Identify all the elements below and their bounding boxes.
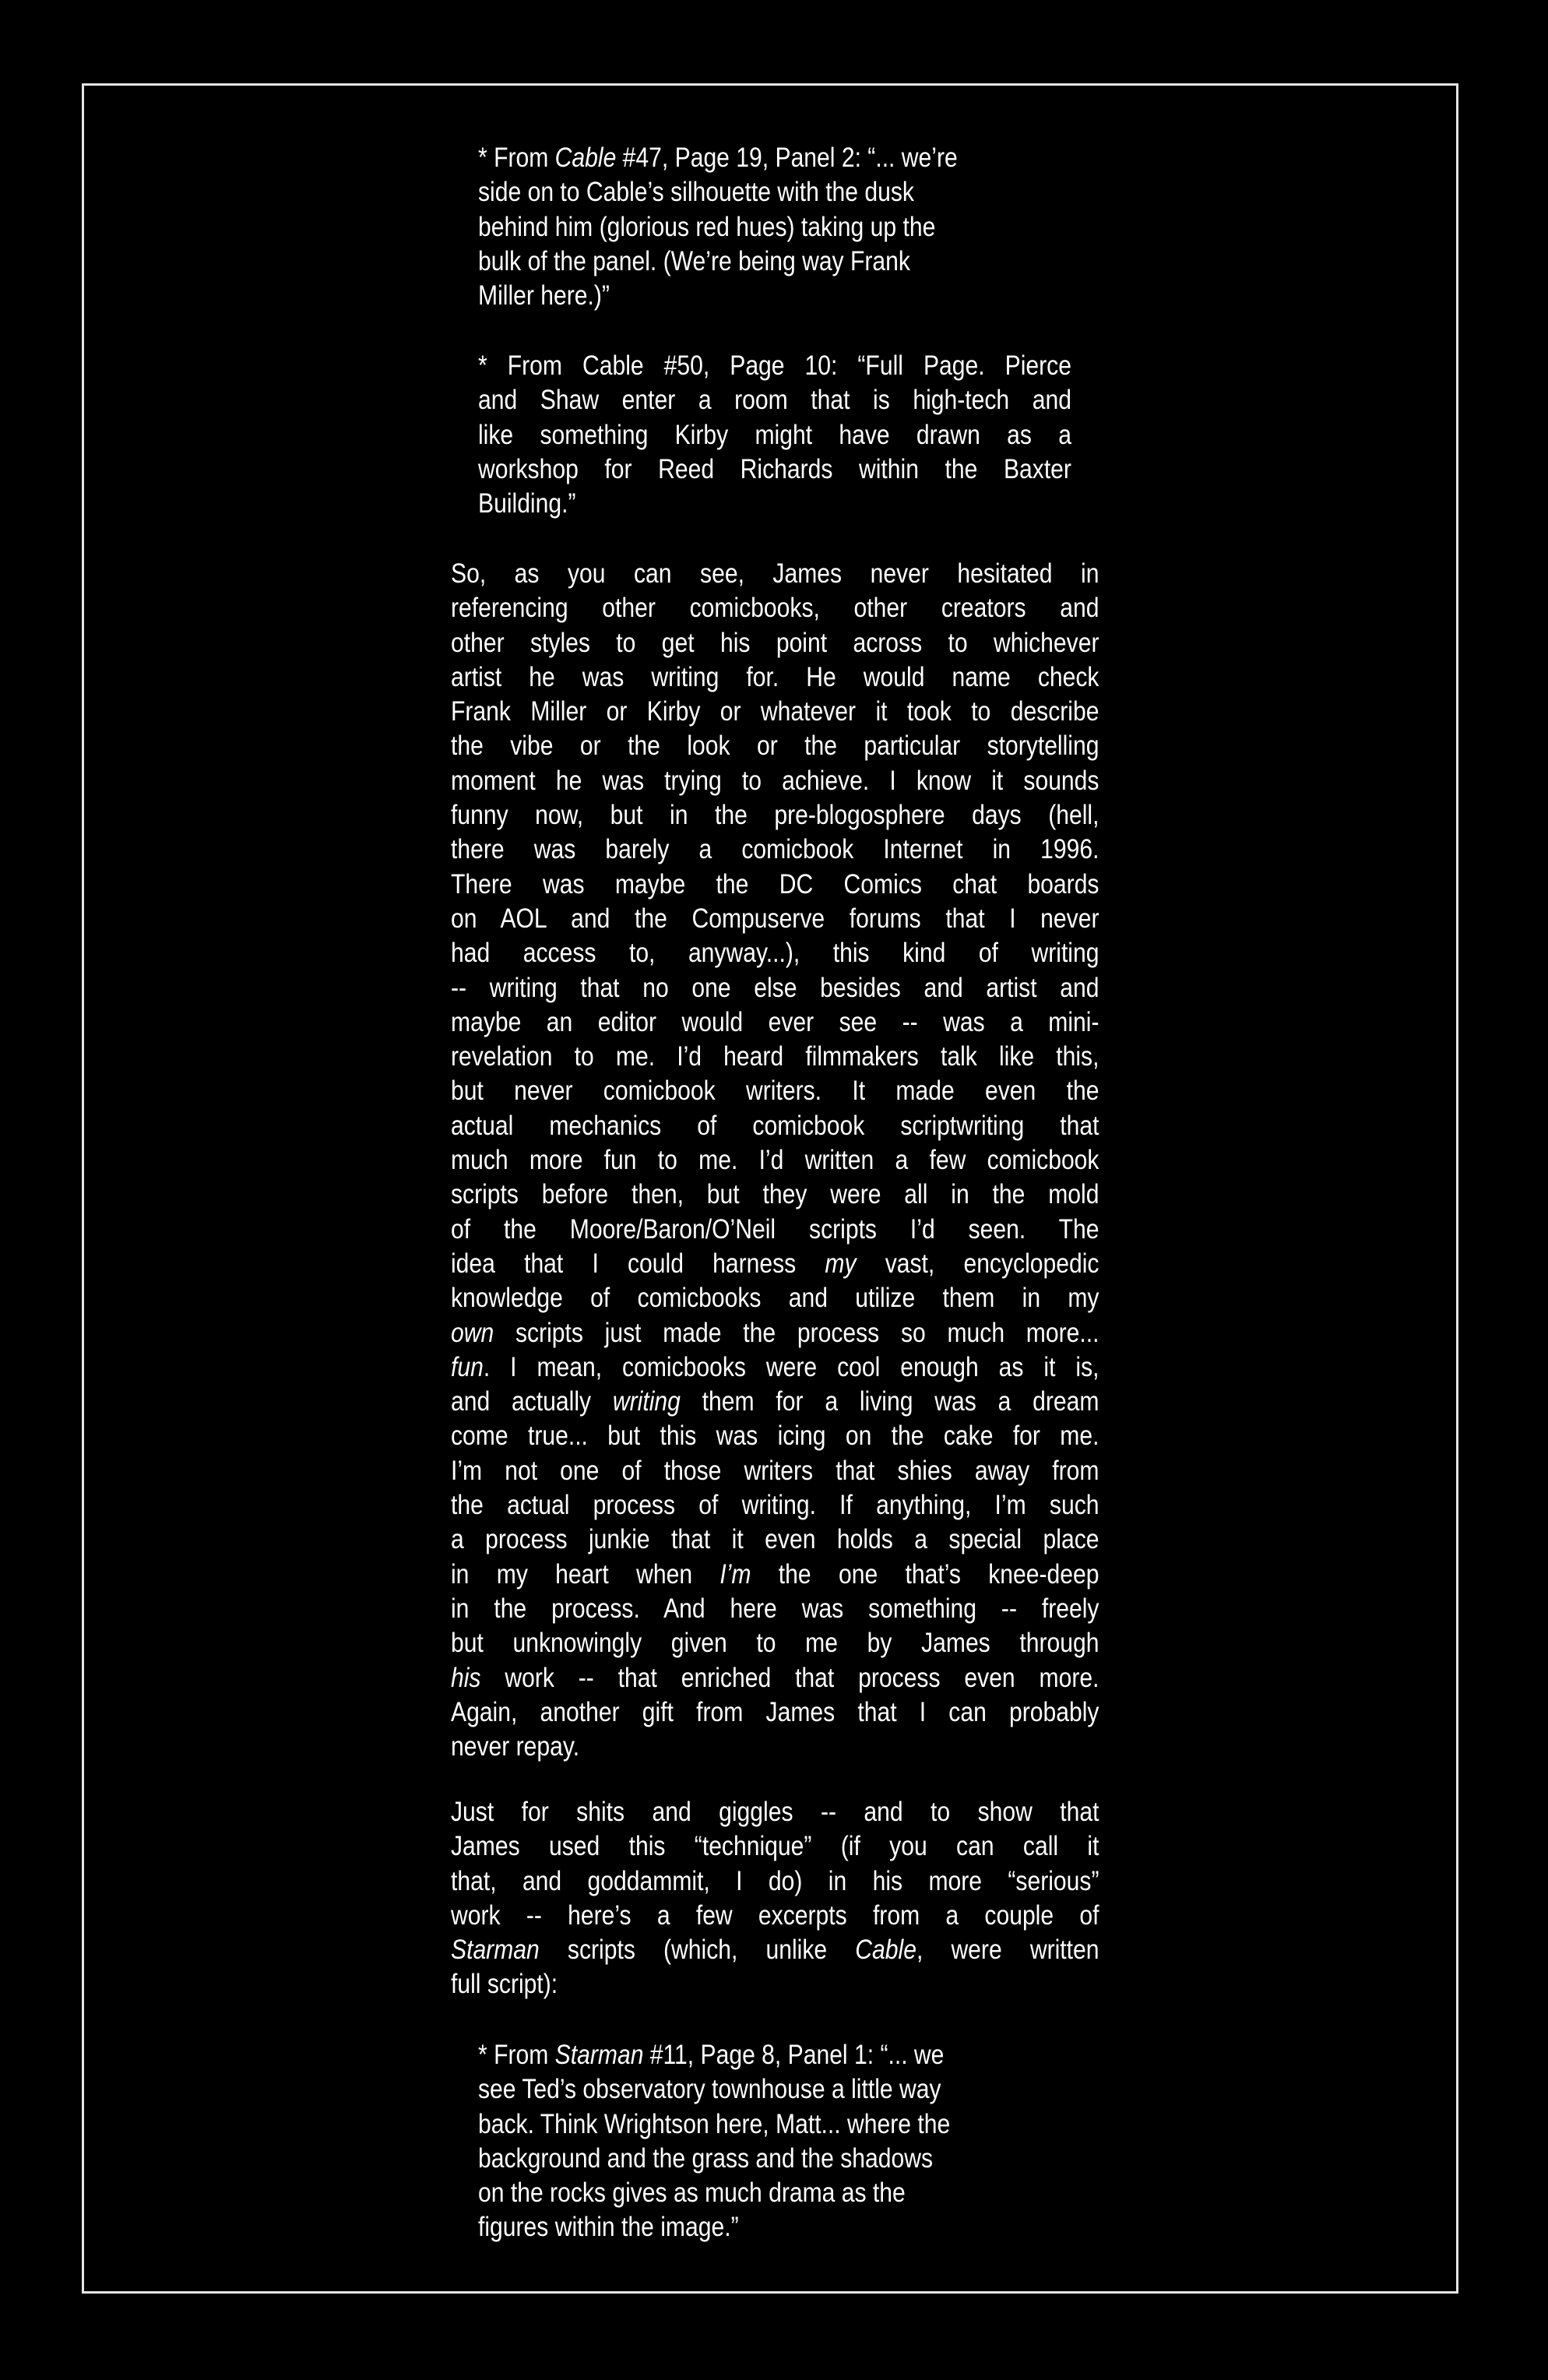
- text-line: [451, 1523, 1099, 1557]
- text-span: full script):: [451, 1969, 558, 2000]
- text-line: [451, 1143, 1099, 1178]
- text-line: [451, 729, 1099, 763]
- text-span: the one that’s knee-deep: [751, 1558, 1099, 1590]
- italic-text: I’m: [719, 1558, 751, 1590]
- text-span: in my heart when: [451, 1558, 720, 1590]
- text-span: Miller here.)”: [478, 280, 610, 312]
- text-line: [451, 1558, 1099, 1592]
- text-span: in the process. And here was something -- freely: [451, 1593, 1099, 1624]
- text-line: [451, 1967, 1099, 2002]
- text-span: back. Think Wrightson here, Matt... where the: [478, 2108, 951, 2139]
- text-span: moment he was trying to achieve. I know it sounds: [451, 765, 1099, 796]
- text-line: [451, 1281, 1099, 1315]
- text-line: [451, 1419, 1099, 1453]
- text-span: work -- here’s a few excerpts from a couple of: [451, 1899, 1099, 1931]
- text-line: [451, 1661, 1099, 1695]
- text-line: [451, 971, 1099, 1005]
- text-line: [451, 1316, 1099, 1350]
- text-span: James used this “technique” (if you can call it: [451, 1831, 1099, 1862]
- italic-text: Cable: [855, 1935, 916, 1966]
- text-span: maybe an editor would ever see -- was a mini-: [451, 1006, 1099, 1037]
- text-span: scripts before then, but they were all in the mold: [451, 1179, 1099, 1210]
- text-span: I’m not one of those writers that shies away from: [451, 1455, 1099, 1486]
- text-span: * From: [478, 143, 555, 173]
- text-span: like something Kirby might have drawn as a: [478, 419, 1071, 450]
- text-line: [451, 1074, 1099, 1108]
- text-line: [451, 1213, 1099, 1247]
- text-span: knowledge of comicbooks and utilize them in my: [451, 1283, 1099, 1314]
- text-span: work -- that enriched that process even more.: [480, 1662, 1099, 1693]
- text-line: [451, 1899, 1099, 1933]
- text-span: other styles to get his point across to whichever: [451, 627, 1099, 658]
- text-line: [451, 902, 1099, 936]
- text-line: [451, 1795, 1099, 1829]
- script-excerpt-cable-47: [478, 141, 1036, 313]
- text-span: actual mechanics of comicbook scriptwriting that: [451, 1110, 1099, 1141]
- text-span: There was maybe the DC Comics chat boards: [451, 868, 1099, 900]
- text-span: revelation to me. I’d heard filmmakers talk like this,: [451, 1041, 1099, 1072]
- text-span: artist he was writing for. He would name check: [451, 661, 1099, 692]
- text-line: [451, 1040, 1099, 1074]
- italic-text: Cable: [554, 143, 617, 173]
- text-line: [478, 210, 958, 245]
- text-line: [451, 1247, 1099, 1281]
- text-span: workshop for Reed Richards within the Baxter: [478, 453, 1071, 484]
- script-excerpt-cable-50: [478, 349, 1168, 521]
- text-line: [478, 279, 958, 313]
- text-line: [478, 141, 958, 175]
- text-line: [478, 383, 1071, 417]
- text-span: Building.”: [478, 488, 576, 519]
- text-span: that, and goddammit, I do) in his more “serious”: [451, 1865, 1099, 1896]
- text-line: [478, 175, 958, 209]
- text-line: [478, 2210, 950, 2244]
- italic-text: his: [451, 1662, 481, 1693]
- text-line: [451, 660, 1099, 695]
- text-span: idea that I could harness: [451, 1248, 825, 1279]
- text-line: [478, 2107, 950, 2142]
- italic-text: my: [825, 1248, 857, 1279]
- text-span: never repay.: [451, 1731, 580, 1762]
- text-line: [451, 1592, 1099, 1626]
- text-span: . I mean, comicbooks were cool enough as it is,: [483, 1351, 1099, 1382]
- text-span: side on to Cable’s silhouette with the dusk: [478, 177, 914, 208]
- text-span: see Ted’s observatory townhouse a little way: [478, 2074, 941, 2105]
- text-span: on AOL and the Compuserve forums that I never: [451, 903, 1099, 934]
- text-line: [451, 1005, 1099, 1040]
- text-span: scripts (which, unlike: [539, 1935, 856, 1966]
- text-line: [478, 2142, 950, 2176]
- text-span: So, as you can see, James never hesitated in: [451, 558, 1099, 589]
- text-line: [451, 1933, 1099, 1967]
- text-span: #47, Page 19, Panel 2: “... we’re: [616, 143, 958, 173]
- text-span: #11, Page 8, Panel 1: “... we: [643, 2040, 945, 2070]
- text-span: much more fun to me. I’d written a few comicbook: [451, 1145, 1099, 1176]
- italic-text: own: [451, 1317, 494, 1348]
- text-span: and actually: [451, 1386, 613, 1417]
- text-span: the vibe or the look or the particular storytelling: [451, 731, 1099, 762]
- text-span: -- writing that no one else besides and artist and: [451, 972, 1099, 1003]
- text-line: [451, 1350, 1099, 1385]
- text-span: Frank Miller or Kirby or whatever it took to describe: [451, 696, 1099, 727]
- text-span: , were written: [916, 1935, 1099, 1966]
- text-line: [451, 1864, 1099, 1899]
- text-span: of the Moore/Baron/O’Neil scripts I’d seen. The: [451, 1213, 1099, 1245]
- text-line: [478, 349, 1071, 383]
- text-span: * From: [478, 2040, 555, 2070]
- text-span: * From Cable #50, Page 10: “Full Page. Pierce: [478, 350, 1071, 381]
- text-line: [451, 1829, 1099, 1864]
- text-span: but unknowingly given to me by James through: [451, 1628, 1099, 1659]
- text-span: the actual process of writing. If anything, I’m such: [451, 1490, 1099, 1521]
- text-line: [451, 868, 1099, 902]
- italic-text: Starman: [451, 1935, 540, 1966]
- body-paragraph-2: [451, 1795, 1205, 2002]
- italic-text: fun: [451, 1351, 484, 1382]
- text-line: [478, 245, 958, 279]
- text-line: [451, 936, 1099, 970]
- text-span: come true... but this was icing on the cake for me.: [451, 1421, 1099, 1452]
- text-line: [451, 1454, 1099, 1488]
- text-span: vast, encyclopedic: [856, 1248, 1099, 1279]
- text-line: [451, 1695, 1099, 1730]
- text-line: [451, 1626, 1099, 1660]
- text-line: [451, 1385, 1099, 1419]
- body-paragraph-1: [451, 557, 1205, 1764]
- text-line: [451, 798, 1099, 833]
- text-span: there was barely a comicbook Internet in 1996.: [451, 834, 1099, 865]
- text-span: Just for shits and giggles -- and to show that: [451, 1797, 1099, 1827]
- italic-text: writing: [612, 1386, 681, 1417]
- text-line: [478, 418, 1071, 452]
- text-span: on the rocks gives as much drama as the: [478, 2178, 906, 2209]
- text-line: [478, 452, 1071, 487]
- text-span: a process junkie that it even holds a special place: [451, 1524, 1099, 1555]
- text-span: them for a living was a dream: [680, 1386, 1099, 1417]
- script-excerpt-starman-11: [478, 2038, 1027, 2245]
- text-line: [478, 487, 1071, 521]
- italic-text: Starman: [554, 2040, 644, 2070]
- text-line: [478, 2072, 950, 2107]
- text-span: referencing other comicbooks, other creators and: [451, 593, 1099, 624]
- text-span: behind him (glorious red hues) taking up the: [478, 211, 936, 242]
- text-span: funny now, but in the pre-blogosphere days (hell,: [451, 800, 1099, 831]
- text-line: [451, 626, 1099, 660]
- text-line: [451, 1488, 1099, 1523]
- text-line: [451, 591, 1099, 625]
- text-line: [478, 2176, 950, 2210]
- text-span: but never comicbook writers. It made even the: [451, 1076, 1099, 1107]
- text-span: scripts just made the process so much more...: [494, 1317, 1099, 1348]
- text-span: Again, another gift from James that I can probably: [451, 1696, 1099, 1727]
- text-span: bulk of the panel. (We’re being way Frank: [478, 245, 910, 276]
- text-line: [451, 833, 1099, 867]
- text-span: figures within the image.”: [478, 2212, 739, 2243]
- text-span: background and the grass and the shadows: [478, 2142, 934, 2174]
- text-span: had access to, anyway...), this kind of writing: [451, 938, 1099, 969]
- text-line: [451, 1730, 1099, 1764]
- text-line: [478, 2038, 950, 2072]
- text-line: [451, 695, 1099, 729]
- text-line: [451, 764, 1099, 798]
- text-line: [451, 1178, 1099, 1212]
- text-line: [451, 1109, 1099, 1143]
- text-line: [451, 557, 1099, 591]
- text-span: and Shaw enter a room that is high-tech and: [478, 385, 1071, 416]
